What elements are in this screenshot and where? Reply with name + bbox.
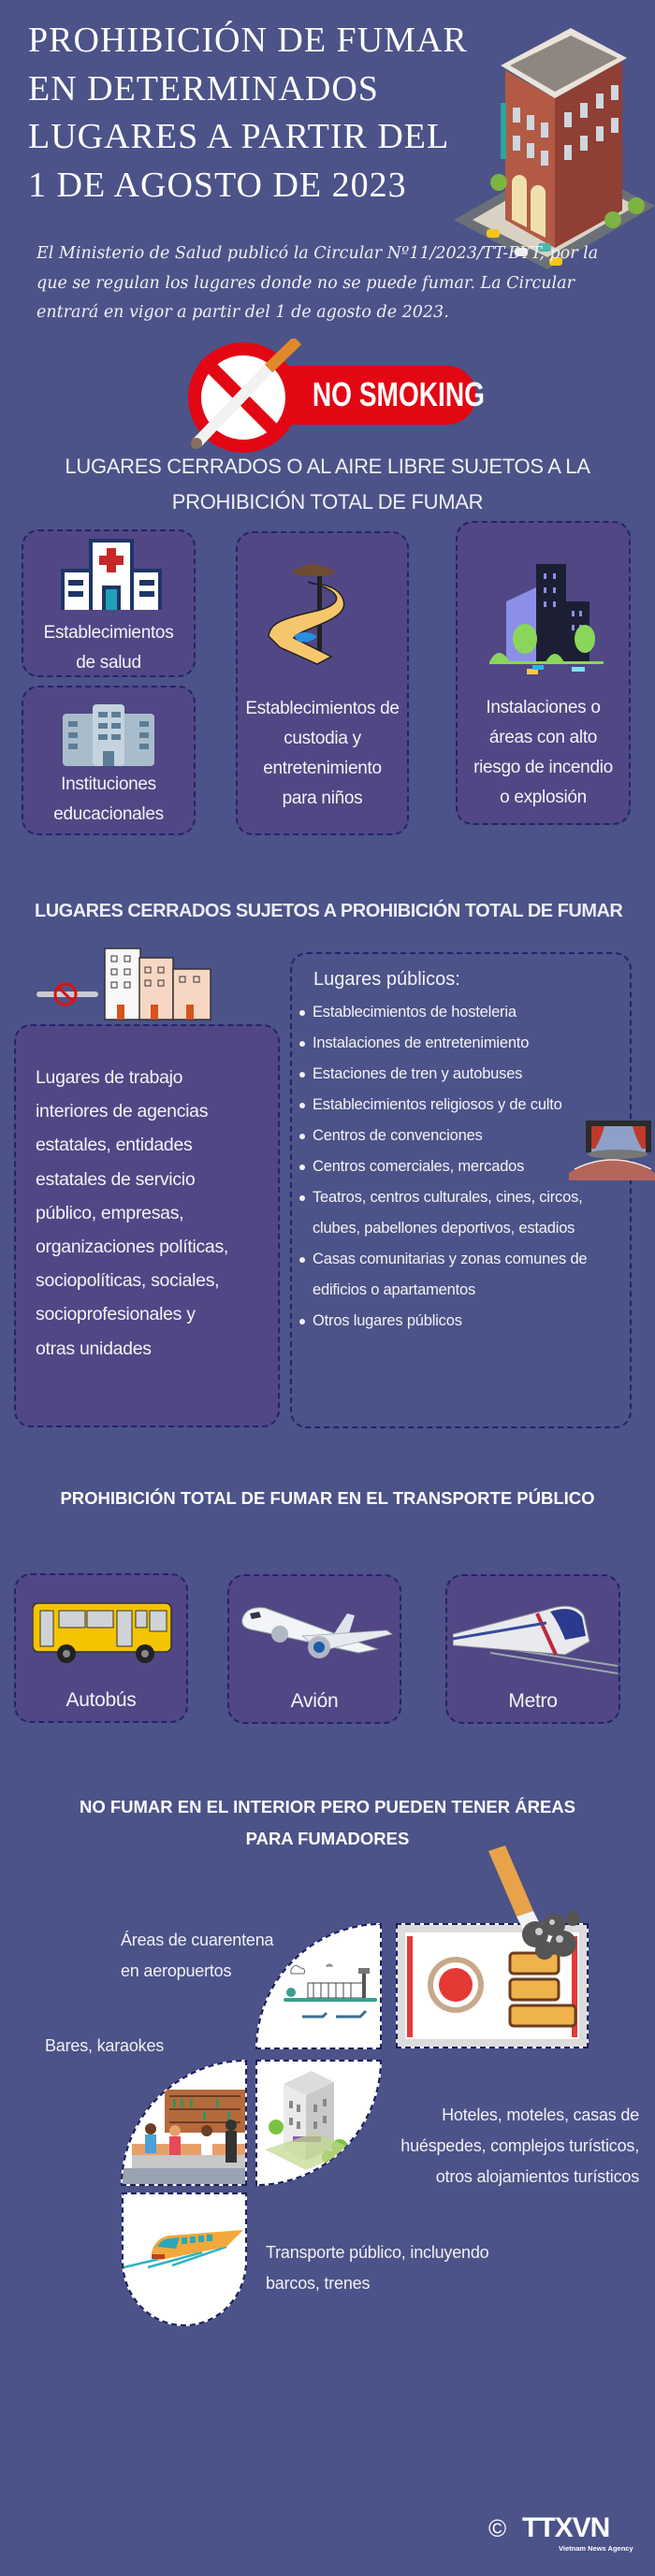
hospital-icon	[61, 539, 162, 610]
section4-heading-line: NO FUMAR EN EL INTERIOR PERO PUEDEN TENER ÁREAS	[79, 1797, 576, 1816]
text-line: estatales, entidades	[36, 1135, 193, 1156]
list-item: Instalaciones de entretenimiento	[299, 1028, 587, 1059]
card-label-line: o explosión	[500, 788, 587, 807]
hotels-text	[356, 2100, 639, 2192]
school-building-icon	[63, 704, 154, 766]
list-item-continuation: edificios o apartamentos	[313, 1281, 476, 1298]
list-item: Centros comerciales, mercados	[299, 1151, 587, 1182]
title-line: EN DETERMINADOS	[28, 69, 379, 109]
list-item: Otros lugares públicos	[299, 1306, 587, 1337]
intro-paragraph: El Ministerio de Salud publicó la Circular Nº11/2023/TT-BYT, por la que se regulan los lugares donde no se puede fumar. La Circular entrará en vigor a partir del 1 de agosto de 2023.	[36, 244, 599, 322]
metro-train-icon	[453, 1597, 619, 1677]
card-label-line: Instalaciones o	[486, 698, 601, 717]
text-line: público, empresas,	[36, 1202, 184, 1223]
list-item: Casas comunitarias y zonas comunes de	[299, 1244, 587, 1275]
card-label	[23, 770, 194, 830]
water-slide-icon	[261, 563, 364, 671]
text-line: otras unidades	[36, 1338, 152, 1359]
text-line: sociopolíticas, sociales,	[36, 1270, 220, 1292]
card-metro	[445, 1574, 620, 1724]
card-workplaces	[14, 1024, 280, 1427]
public-places-title: Lugares públicos:	[313, 969, 460, 990]
section1-heading-line: LUGARES CERRADOS O AL AIRE LIBRE SUJETOS A LA	[65, 455, 590, 478]
list-item: Estaciones de tren y autobuses	[299, 1059, 587, 1090]
text-line: socioprofesionales y	[36, 1304, 196, 1325]
list-item: Establecimientos religiosos y de culto	[299, 1090, 587, 1121]
airport-icon	[284, 1962, 377, 2028]
list-item-continuation: clubes, pabellones deportivos, estadios	[313, 1220, 575, 1237]
ashtray-cigarette-icon	[479, 1845, 587, 1962]
airplane-icon	[237, 1602, 396, 1666]
title-line: 1 DE AGOSTO DE 2023	[28, 166, 407, 205]
card-label-line: Instituciones	[61, 774, 156, 794]
card-label	[458, 693, 629, 813]
bar-karaoke-icon	[123, 2090, 245, 2184]
title-line: PROHIBICIÓN DE FUMAR	[28, 21, 468, 60]
title-line: LUGARES A PARTIR DEL	[28, 117, 450, 156]
text-line: Lugares de trabajo	[36, 1067, 183, 1088]
public-places-list	[299, 997, 587, 1337]
agency-name: Vietnam News Agency	[559, 2544, 633, 2553]
text-line: huéspedes, complejos turísticos,	[400, 2136, 639, 2155]
card-health-establishments	[22, 529, 196, 677]
text-line: barcos, trenes	[266, 2274, 371, 2293]
airport-tile	[255, 1923, 382, 2049]
workplaces-text	[36, 1061, 228, 1366]
airports-text	[121, 1925, 273, 1987]
section1-heading-line: PROHIBICIÓN TOTAL DE FUMAR	[171, 490, 484, 514]
card-label-line: Establecimientos de	[245, 699, 400, 718]
card-label-line: entretenimiento	[263, 759, 382, 778]
transport-label: Avión	[290, 1690, 339, 1712]
card-label	[23, 618, 194, 678]
section2-heading: LUGARES CERRADOS SUJETOS A PROHIBICIÓN TOTAL DE FUMAR	[35, 901, 623, 921]
card-bus	[14, 1573, 188, 1723]
card-label-line: áreas con alto	[488, 728, 598, 747]
hotel-icon	[265, 2071, 358, 2174]
no-smoking-badge	[182, 339, 485, 451]
text-line: organizaciones políticas,	[36, 1237, 229, 1258]
bar-tile	[121, 2060, 247, 2186]
hotel-building-illustration	[444, 19, 655, 269]
card-label-line: Establecimientos	[43, 623, 174, 643]
no-smoking-office-icon	[35, 945, 217, 1021]
bus-icon	[33, 1601, 173, 1665]
section4-heading-line: PARA FUMADORES	[245, 1829, 410, 1848]
card-childcare-entertainment	[236, 531, 409, 835]
text-line: Transporte público, incluyendo	[266, 2243, 489, 2262]
ttxvn-logo: TTXVN	[522, 2512, 610, 2543]
list-item: Centros de convenciones	[299, 1121, 587, 1151]
text-line: otros alojamientos turísticos	[435, 2167, 639, 2186]
train-icon	[124, 2228, 245, 2270]
list-item: Establecimientos de hosteleria	[299, 997, 587, 1028]
card-label-line: educacionales	[53, 804, 164, 824]
card-label-line: riesgo de incendio	[473, 758, 613, 777]
card-label-line: de salud	[76, 653, 141, 673]
section3-heading: PROHIBICIÓN TOTAL DE FUMAR EN EL TRANSPORTE PÚBLICO	[60, 1488, 595, 1508]
text-line: estatales de servicio	[36, 1168, 196, 1190]
card-plane	[227, 1574, 401, 1724]
card-label-line: custodia y	[284, 729, 361, 748]
no-smoking-label: NO SMOKING	[312, 375, 485, 413]
public-transport-tile	[122, 2192, 247, 2326]
transport-label: Autobús	[66, 1689, 137, 1711]
text-line: Áreas de cuarentena	[121, 1931, 274, 1949]
card-fire-risk-facilities	[456, 521, 631, 825]
cigarette-icon	[182, 339, 304, 451]
city-buildings-icon	[489, 564, 604, 678]
public-transport-text	[266, 2237, 488, 2299]
bars-text: Bares, karaokes	[45, 2036, 165, 2055]
card-label-line: para niños	[282, 789, 363, 808]
text-line: en aeropuertos	[121, 1961, 232, 1980]
card-label	[238, 694, 407, 814]
theater-stage-icon	[569, 1119, 655, 1180]
copyright-icon: ©	[488, 2514, 507, 2542]
text-line: interiores de agencias	[36, 1101, 209, 1122]
list-item: Teatros, centros culturales, cines, circos,	[299, 1182, 587, 1213]
transport-label: Metro	[508, 1690, 558, 1712]
card-educational-institutions	[22, 686, 196, 835]
text-line: Hoteles, moteles, casas de	[442, 2106, 639, 2124]
